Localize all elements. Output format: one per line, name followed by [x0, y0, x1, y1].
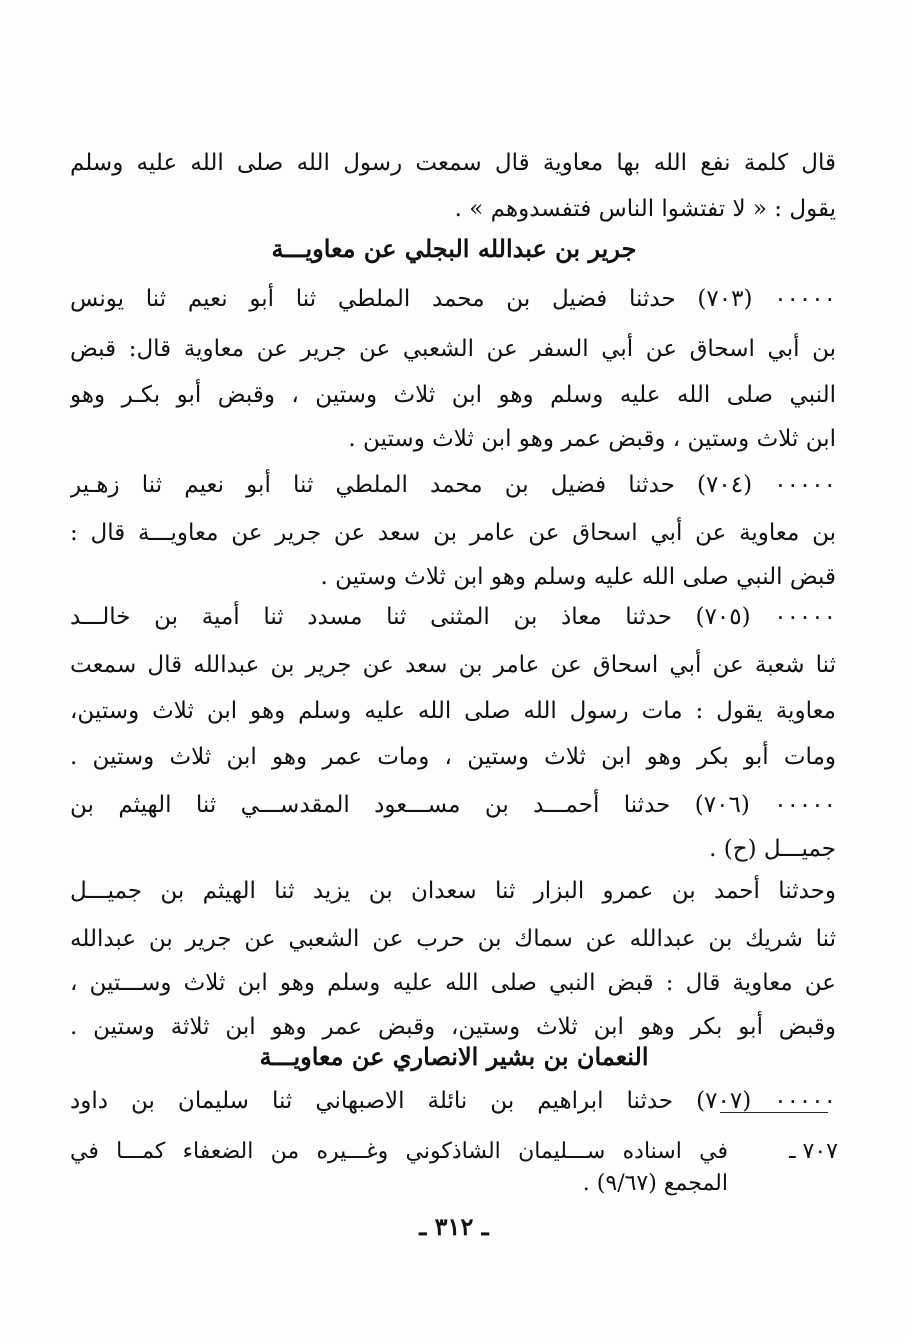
footnote-line: في اسناده ســـليمان الشاذكوني وغـــيره من الضعفاء كمـــا في [70, 1139, 728, 1164]
text-line: معاوية يقول : مات رسول الله صلى الله عليه وسلم وهو ابن ثلاث وستين، [70, 698, 836, 724]
text-line: ٠٠٠٠٠ (٧٠٦) حدثنا أحمـــد بن مســـعود المقدســـي ثنا الهيثم بن [70, 792, 836, 818]
text-line: وحدثنا أحمد بن عمرو البزار ثنا سعدان بن يزيد ثنا الهيثم بن جميـــل [70, 878, 836, 904]
section-heading: النعمان بن بشير الانصاري عن معاويـــة [259, 1042, 649, 1071]
page-number: ـ ٣١٢ ـ [419, 1212, 489, 1241]
text-line: وقبض أبو بكر وهو ابن ثلاث وستين، وقبض عمر وهو ابن ثلاثة وستين . [70, 1014, 836, 1040]
text-line: النبي صلى الله عليه وسلم وهو ابن ثلاث وستين ، وقبض أبو بكـر وهو [70, 382, 836, 408]
text-line: ٠٠٠٠٠ (٧٠٥) حدثنا معاذ بن المثنى ثنا مسدد ثنا أمية بن خالـــد [70, 604, 836, 630]
footnote-number: ٧٠٧ ـ [789, 1139, 838, 1164]
text-line: بن أبي اسحاق عن أبي السفر عن الشعبي عن جرير عن معاوية قال: قبض [70, 336, 836, 362]
text-line: ثنا شعبة عن أبي اسحاق عن عامر بن سعد عن جرير بن عبدالله قال سمعت [70, 652, 836, 678]
footnote [70, 1136, 838, 1200]
footnote-line: المجمع (٩/٦٧) . [582, 1171, 728, 1196]
text-line: ومات أبو بكر وهو ابن ثلاث وستين ، ومات عمر وهو ابن ثلاث وستين . [70, 744, 836, 770]
section-heading: جرير بن عبدالله البجلي عن معاويـــة [271, 234, 637, 263]
text-line: يقول : « لا تفتشوا الناس فتفسدوهم » . [454, 196, 836, 222]
text-line: ٠٠٠٠٠ (٧٠٧) حدثنا ابراهيم بن نائلة الاصبهاني ثنا سليمان بن داود [70, 1088, 836, 1114]
text-line: ٠٠٠٠٠ (٧٠٣) حدثنا فضيل بن محمد الملطي ثنا أبو نعيم ثنا يونس [70, 286, 836, 312]
text-line: جميـــل (ح) . [709, 836, 836, 862]
footnote-separator [720, 1112, 828, 1113]
text-line: بن معاوية عن أبي اسحاق عن عامر بن سعد عن جرير عن معاويـــة قال : [70, 520, 836, 546]
text-line: قال كلمة نفع الله بها معاوية قال سمعت رسول الله صلى الله عليه وسلم [70, 150, 836, 176]
text-line: عن معاوية قال : قبض النبي صلى الله عليه وسلم وهو ابن ثلاث وســـتين ، [70, 970, 836, 996]
text-line: ثنا شريك بن عبدالله عن سماك بن حرب عن الشعبي عن جرير بن عبدالله [70, 926, 836, 952]
text-line: ٠٠٠٠٠ (٧٠٤) حدثنا فضيل بن محمد الملطي ثنا أبو نعيم ثنا زهـير [70, 472, 836, 498]
text-line: قبض النبي صلى الله عليه وسلم وهو ابن ثلاث وستين . [320, 564, 836, 590]
text-line: ابن ثلاث وستين ، وقبض عمر وهو ابن ثلاث وستين . [348, 426, 836, 452]
